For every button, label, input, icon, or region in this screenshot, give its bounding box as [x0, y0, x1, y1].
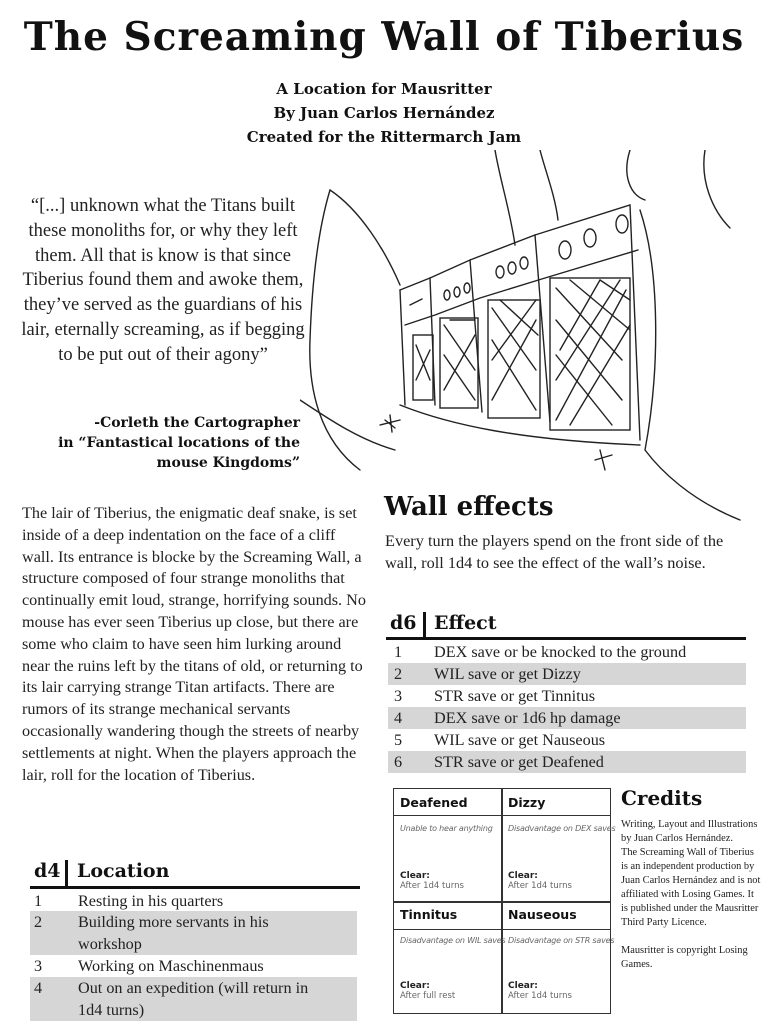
effect-row: 4 DEX save or 1d6 hp damage	[388, 707, 746, 729]
effect-heading: Effect	[434, 612, 497, 634]
credits-paragraph: Mausritter is copyright Losing Games.	[621, 945, 748, 970]
location-row: 2 Building more servants in his workshop	[30, 911, 357, 955]
location-row: 1 Resting in his quarters	[34, 892, 224, 910]
effect-row: 2 WIL save or get Dizzy	[388, 663, 746, 685]
conditions-card-grid	[393, 788, 616, 1014]
location-header-rule	[30, 886, 360, 889]
credits-heading: Credits	[621, 786, 703, 810]
location-row: 4 Out on an expedition (will return in 1d4 turns)	[30, 977, 357, 1021]
page-title: The Screaming Wall of Tiberius	[23, 14, 745, 60]
subtitle-line-jam: Created for the Rittermarch Jam	[246, 128, 522, 146]
effect-row: 3 STR save or get Tinnitus	[394, 687, 595, 705]
quote-attribution-line-2: in “Fantastical locations of the	[58, 435, 300, 451]
effect-row: 1 DEX save or be knocked to the ground	[394, 643, 687, 661]
wall-effects-heading: Wall effects	[384, 492, 554, 522]
subtitle-line-author: By Juan Carlos Hernández	[273, 104, 495, 122]
credits-paragraph: Writing, Layout and Illustrations by Juan Carlos Hernández.	[621, 819, 758, 844]
credits-text	[621, 818, 763, 972]
quote-attribution-line-1: -Corleth the Cartographer	[94, 415, 300, 431]
effect-header-rule	[386, 637, 746, 640]
condition-card-nauseous: Nauseous Disadvantage on STR saves Clear: After 1d4 turns	[508, 907, 615, 1001]
condition-card-deafened: Deafened Unable to hear anything Clear: After 1d4 turns	[400, 795, 493, 891]
condition-card-dizzy: Dizzy Disadvantage on DEX saves Clear: After 1d4 turns	[508, 795, 616, 891]
location-die-label: d4	[34, 860, 61, 882]
subtitle-line-location: A Location for Mausritter	[276, 80, 492, 98]
wall-illustration	[300, 150, 760, 530]
intro-quote: “[...] unknown what the Titans built these monoliths for, or why they left them. All that is know is that since Tiberius found them and awoke them, they’ve served as the guardians of his lair, eternally screaming, as if begging to be put out of their agony”	[21, 196, 305, 365]
location-row: 3 Working on Maschinenmaus	[34, 957, 264, 975]
wall-effects-intro: Every turn the players spend on the front side of the wall, roll 1d4 to see the effect of the wall’s noise.	[385, 531, 724, 572]
credits-paragraph: The Screaming Wall of Tiberius is an independent production by Juan Carlos Hernández and is not affiliated with Losing Games. It is published under the Mausritter Third Party Licence.	[621, 847, 761, 928]
effect-row: 6 STR save or get Deafened	[388, 751, 746, 773]
effect-die-label: d6	[390, 612, 417, 634]
effect-row: 5 WIL save or get Nauseous	[394, 731, 606, 749]
location-heading: Location	[77, 860, 170, 882]
effect-header-divider	[423, 612, 426, 638]
condition-card-tinnitus: Tinnitus Disadvantage on WIL saves Clear: After full rest	[400, 907, 506, 1001]
quote-attribution-line-3: mouse Kingdoms”	[156, 455, 300, 471]
lair-description: The lair of Tiberius, the enigmatic deaf snake, is set inside of a deep indentation on the face of a cliff wall. Its entrance is blocke by the Screaming Wall, a structure composed of four strange monoliths that continually emit loud, strange, horrifying sounds. No mouse has ever seen Tiberius up close, but there are some who claim to have seen him lurking around near the ruins left by the titans of old, or returning to its lair carrying strange Titan artifacts. There are rumors of its strange mechanical servants occasionally wandering though the streets of nearby settlements at night. When the players approach the lair, roll for the location of Tiberius.	[22, 504, 366, 784]
location-header-divider	[65, 860, 68, 886]
